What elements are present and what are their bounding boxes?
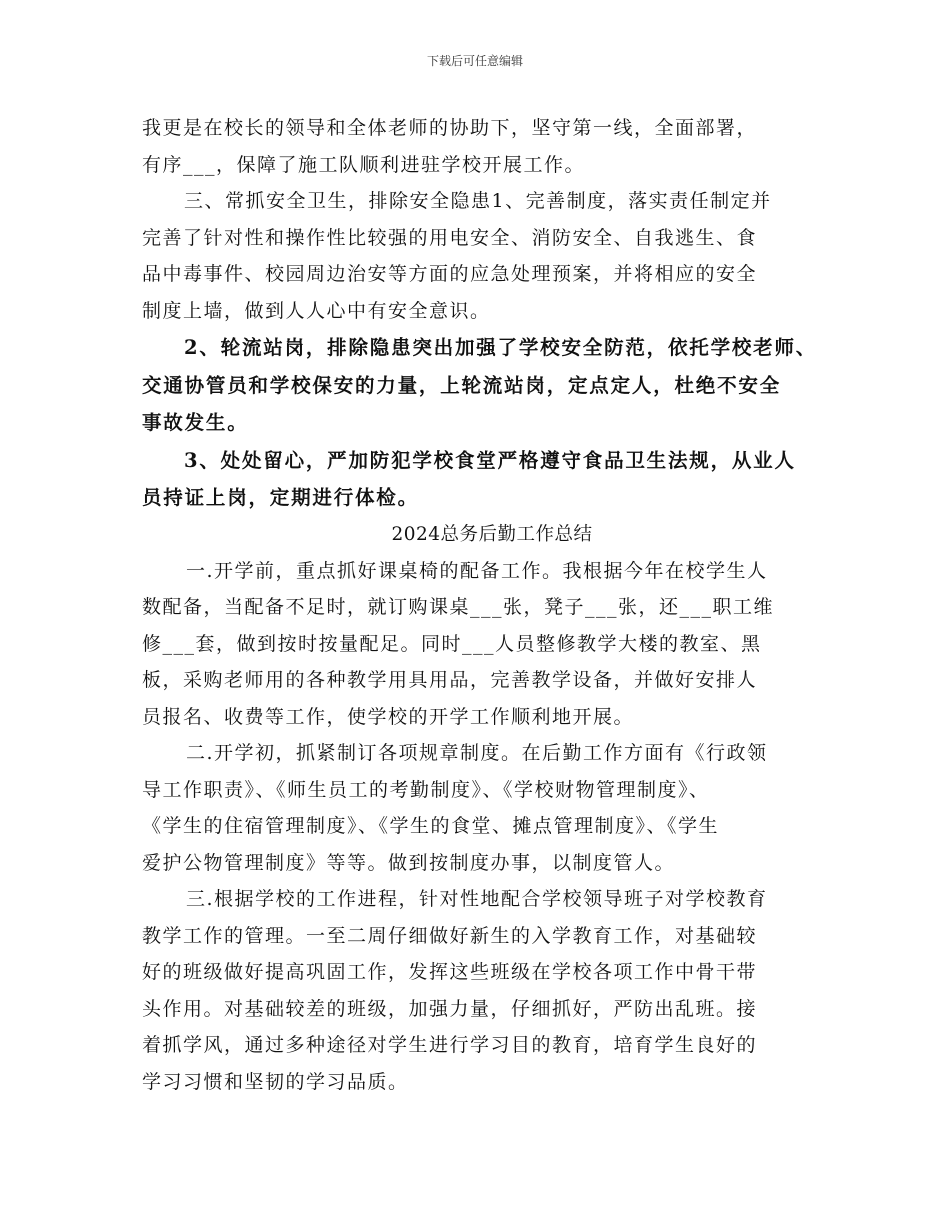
paragraph-a1: [142, 110, 822, 183]
text-line: 我更是在校长的领导和全体老师的协助下，坚守第一线，全面部署，: [142, 117, 758, 139]
text-line: 好的班级做好提高巩固工作，发挥这些班级在学校各项工作中骨干带: [142, 961, 758, 983]
text-line: 《学生的住宿管理制度》、《学生的食堂、摊点管理制度》、《学生: [142, 815, 720, 837]
document-body: [142, 110, 822, 1100]
text-line: 员持证上岗，定期进行体检。: [142, 486, 419, 509]
text-line: 数配备，当配备不足时，就订购课桌___张，凳子___张，还___职工维: [142, 596, 775, 618]
text-line: 品中毒事件、校园周边治安等方面的应急处理预案，并将相应的安全: [142, 263, 758, 285]
text-line: 着抓学风，通过多种途径对学生进行学习目的教育，培育学生良好的: [142, 1034, 758, 1056]
paragraph-a2: [142, 183, 822, 329]
text-line: 交通协管员和学校保安的力量，上轮流站岗，定点定人，杜绝不安全: [142, 373, 782, 397]
text-line: 教学工作的管理。一至二周仔细做好新生的入学教育工作，对基础较: [142, 924, 758, 947]
page-header: 下载后可任意编辑: [426, 54, 523, 68]
paragraph-a3: [142, 329, 822, 442]
text-line: 修___套，做到按时按量配足。同时___人员整修教学大楼的教室、黑: [142, 632, 762, 655]
text-line: 2、轮流站岗，排除隐患突出加强了学校安全防范，依托学校老师、: [184, 336, 818, 359]
text-line: 事故发生。: [142, 411, 249, 434]
text-line: 导工作职责》、《师生员工的考勤制度》、《学校财物管理制度》、: [142, 778, 710, 801]
paragraph-b3: [142, 881, 822, 1100]
text-line: 三、常抓安全卫生，排除安全隐患1、完善制度，落实责任制定并: [184, 190, 772, 212]
section-title: 2024总务后勤工作总结: [391, 523, 593, 545]
text-line: 板，采购老师用的各种教学用具用品，完善教学设备，并做好安排人: [142, 669, 758, 691]
text-line: 三.根据学校的工作进程，针对性地配合学校领导班子对学校教育: [186, 888, 768, 910]
text-line: 头作用。对基础较差的班级，加强力量，仔细抓好，严防出乱班。接: [142, 997, 758, 1020]
text-line: 爱护公物管理制度》等等。做到按制度办事，以制度管人。: [142, 851, 676, 874]
text-line: 一.开学前，重点抓好课桌椅的配备工作。我根据今年在校学生人: [186, 559, 768, 582]
text-line: 3、处处留心，严加防犯学校食堂严格遵守食品卫生法规，从业人: [184, 448, 796, 472]
text-line: 二.开学初，抓紧制订各项规章制度。在后勤工作方面有《行政领: [186, 742, 768, 764]
text-line: 学习习惯和坚韧的学习品质。: [142, 1070, 409, 1093]
text-line: 员报名、收费等工作，使学校的开学工作顺利地开展。: [142, 705, 635, 728]
paragraph-b1: [142, 553, 822, 736]
text-line: 有序___，保障了施工队顺利进驻学校开展工作。: [142, 153, 586, 176]
paragraph-a4: [142, 442, 822, 517]
text-line: 完善了针对性和操作性比较强的用电安全、消防安全、自我逃生、食: [142, 226, 758, 249]
paragraph-b2: [142, 735, 822, 881]
text-line: 制度上墙，做到人人心中有安全意识。: [142, 299, 491, 322]
